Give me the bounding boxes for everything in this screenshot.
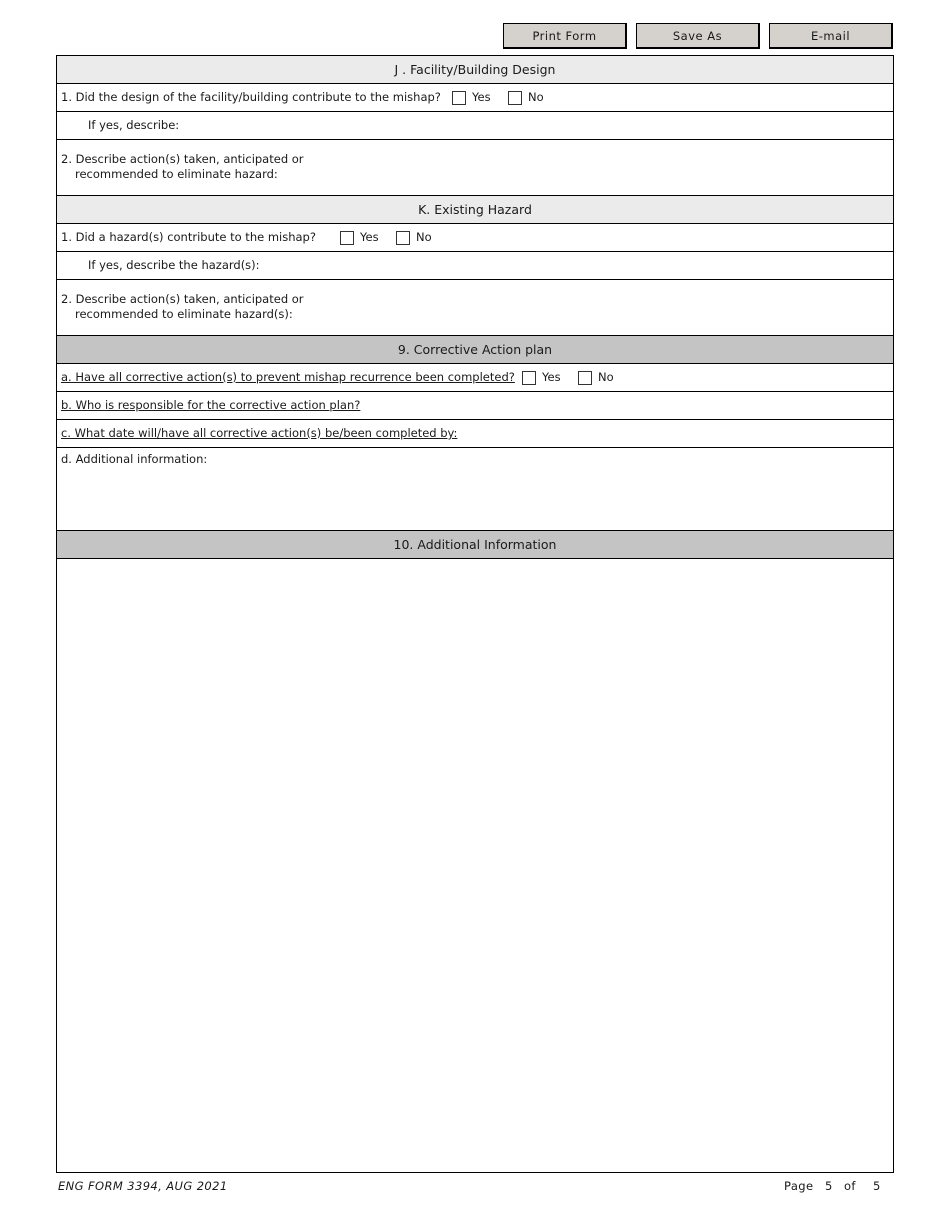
section-j-yes-checkbox[interactable]: [452, 91, 466, 105]
section-9-header: [57, 336, 893, 364]
section-9-qa-label: a. Have all corrective action(s) to prevent mishap recurrence been completed?: [61, 370, 515, 384]
section-k-no-label: No: [416, 230, 432, 244]
section-j-title: J . Facility/Building Design: [394, 62, 556, 77]
section-k-describe-label: If yes, describe the hazard(s):: [88, 258, 260, 272]
page-label: Page: [784, 1179, 814, 1193]
section-j-no-checkbox[interactable]: [508, 91, 522, 105]
section-k-q2-line1: 2. Describe action(s) taken, anticipated or: [61, 292, 304, 306]
section-k-title: K. Existing Hazard: [418, 202, 532, 217]
section-9-qb-label: b. Who is responsible for the corrective action plan?: [61, 398, 361, 412]
page-number: 5: [825, 1179, 833, 1193]
print-form-button[interactable]: Print Form: [503, 23, 627, 49]
section-j-q2-line2: recommended to eliminate hazard:: [75, 167, 278, 181]
section-10-title: 10. Additional Information: [393, 537, 557, 552]
section-k-q1-row: [57, 224, 893, 252]
section-j-q1-label: 1. Did the design of the facility/building contribute to the mishap?: [61, 90, 441, 104]
section-j-q2-line1: 2. Describe action(s) taken, anticipated or: [61, 152, 304, 166]
page-of-label: of: [844, 1179, 856, 1193]
section-k-header: [57, 196, 893, 224]
section-k-describe-row[interactable]: [57, 252, 893, 280]
section-9-qd-row[interactable]: [57, 448, 893, 531]
section-k-q2-line2: recommended to eliminate hazard(s):: [75, 307, 293, 321]
additional-information-field[interactable]: [57, 559, 893, 1172]
section-j-no-label: No: [528, 90, 544, 104]
section-9-qd-label: d. Additional information:: [61, 452, 208, 466]
email-button[interactable]: E-mail: [769, 23, 893, 49]
section-j-yes-label: Yes: [472, 90, 491, 104]
page-total: 5: [873, 1179, 881, 1193]
section-j-q1-row: [57, 84, 893, 112]
section-9-yes-label: Yes: [542, 370, 561, 384]
form-frame: [56, 55, 894, 1173]
section-k-yes-label: Yes: [360, 230, 379, 244]
section-9-no-checkbox[interactable]: [578, 371, 592, 385]
section-j-q2-label: [61, 152, 304, 182]
section-k-q2-row[interactable]: [57, 280, 893, 336]
section-10-header: [57, 531, 893, 559]
section-j-describe-label: If yes, describe:: [88, 118, 180, 132]
section-k-no-checkbox[interactable]: [396, 231, 410, 245]
section-k-yes-checkbox[interactable]: [340, 231, 354, 245]
section-9-title: 9. Corrective Action plan: [397, 342, 553, 357]
section-9-qc-row[interactable]: [57, 420, 893, 448]
section-9-yes-checkbox[interactable]: [522, 371, 536, 385]
section-9-no-label: No: [598, 370, 614, 384]
section-9-qb-row[interactable]: [57, 392, 893, 420]
section-9-qc-label: c. What date will/have all corrective action(s) be/been completed by:: [61, 426, 458, 440]
section-k-q1-label: 1. Did a hazard(s) contribute to the mishap?: [61, 230, 316, 244]
section-9-qa-row: [57, 364, 893, 392]
save-as-button[interactable]: Save As: [636, 23, 760, 49]
section-j-header: [57, 56, 893, 84]
form-id: ENG FORM 3394, AUG 2021: [58, 1179, 228, 1193]
section-k-q2-label: [61, 292, 304, 322]
section-j-q2-row[interactable]: [57, 140, 893, 196]
section-j-describe-row[interactable]: [57, 112, 893, 140]
